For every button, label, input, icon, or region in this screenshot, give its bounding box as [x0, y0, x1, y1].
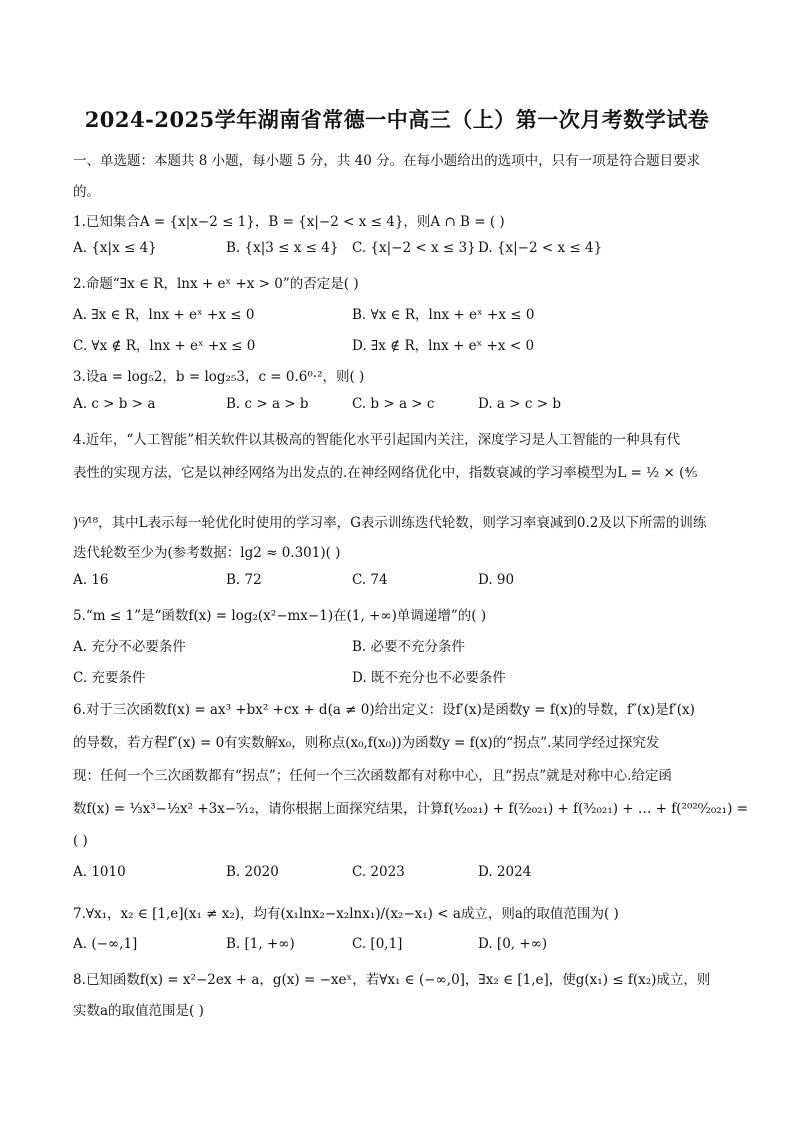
question-7-stem: 7.∀x₁，x₂ ∈ [1,e](x₁ ≠ x₂)，均有(x₁lnx₂−x₂lnx₁)/(x₂−x₁) < a成立，则a的取值范围为( )	[73, 906, 619, 922]
question-7-option-b: B. [1, +∞)	[226, 936, 295, 952]
question-2-option-c: C. ∀x ∉ R，lnx + eˣ +x ≤ 0	[73, 338, 256, 354]
question-8-stem: 8.已知函数f(x) = x²−2ex + a，g(x) = −xeˣ，若∀x₁ ∈ (−∞,0]，∃x₂ ∈ [1,e]，使g(x₁) ≤ f(x₂)成立，则	[73, 972, 711, 988]
question-4-option-c: C. 74	[352, 572, 388, 588]
question-4-option-a: A. 16	[73, 572, 109, 588]
question-1-option-c: C. {x|−2 < x ≤ 3}	[352, 240, 476, 256]
question-8-stem-cont: 实数a的取值范围是( )	[73, 1003, 204, 1019]
question-6-option-c: C. 2023	[352, 864, 405, 880]
question-2-stem: 2.命题“∃x ∈ R，lnx + eˣ +x > 0”的否定是( )	[73, 276, 359, 292]
question-5-option-b: B. 必要不充分条件	[352, 639, 466, 655]
question-3-stem: 3.设a = log₅2，b = log₂₅3，c = 0.6⁰·²，则( )	[73, 369, 365, 385]
question-7-option-c: C. [0,1]	[352, 936, 403, 952]
question-3-option-a: A. c > b > a	[73, 396, 156, 412]
question-6-stem-cont: ( )	[73, 833, 88, 849]
question-6-stem-cont: 的导数，若方程f″(x) = 0有实数解x₀，则称点(x₀,f(x₀))为函数y = f(x)的“拐点”.某同学经过探究发	[73, 735, 660, 751]
question-4-option-d: D. 90	[478, 572, 515, 588]
question-5-option-c: C. 充要条件	[73, 670, 146, 686]
question-4-stem-cont: )ᴳ⁄¹⁸，其中L表示每一轮优化时使用的学习率，G表示训练迭代轮数，则学习率衰减到0.2及以下所需的训练	[73, 515, 707, 531]
page-title: 2024-2025学年湖南省常德一中高三（上）第一次月考数学试卷	[84, 107, 710, 132]
question-3-option-c: C. b > a > c	[352, 396, 435, 412]
question-2-option-b: B. ∀x ∈ R，lnx + eˣ +x ≤ 0	[352, 307, 535, 323]
question-5-option-d: D. 既不充分也不必要条件	[352, 670, 506, 686]
question-5-stem: 5.“m ≤ 1”是“函数f(x) = log₂(x²−mx−1)在(1, +∞)单调递增”的( )	[73, 608, 487, 624]
question-1-option-a: A. {x|x ≤ 4}	[73, 240, 157, 256]
question-1-stem: 1.已知集合A = {x|x−2 ≤ 1}，B = {x|−2 < x ≤ 4}，则A ∩ B = ( )	[73, 214, 505, 230]
question-6-option-b: B. 2020	[226, 864, 279, 880]
section-instruction-cont: 的。	[73, 184, 100, 200]
question-4-stem: 4.近年，“人工智能”相关软件以其极高的智能化水平引起国内关注，深度学习是人工智能的一种具有代	[73, 432, 681, 448]
section-instruction: 一、单选题：本题共 8 小题，每小题 5 分，共 40 分。在每小题给出的选项中，只有一项是符合题目要求	[73, 153, 701, 169]
question-4-stem-cont: 表性的实现方法，它是以神经网络为出发点的.在神经网络优化中，指数衰减的学习率模型为L = ½ × (⁴⁄₅	[73, 465, 698, 481]
question-6-stem: 6.对于三次函数f(x) = ax³ +bx² +cx + d(a ≠ 0)给出定义：设f′(x)是函数y = f(x)的导数，f″(x)是f′(x)	[73, 702, 695, 718]
question-6-stem-cont: 数f(x) = ⅓x³−½x² +3x−⁵⁄₁₂，请你根据上面探究结果，计算f(¹⁄₂₀₂₁) + f(²⁄₂₀₂₁) + f(³⁄₂₀₂₁) + … + f(²⁰²⁰⁄₂₀₂₁) =	[73, 801, 748, 817]
question-3-option-b: B. c > a > b	[226, 396, 309, 412]
question-6-option-d: D. 2024	[478, 864, 532, 880]
question-7-option-a: A. (−∞,1]	[73, 936, 138, 952]
question-2-option-d: D. ∃x ∉ R，lnx + eˣ +x < 0	[352, 338, 535, 354]
question-1-option-b: B. {x|3 ≤ x ≤ 4}	[226, 240, 339, 256]
question-3-option-d: D. a > c > b	[478, 396, 561, 412]
question-1-option-d: D. {x|−2 < x ≤ 4}	[478, 240, 603, 256]
question-4-option-b: B. 72	[226, 572, 262, 588]
question-6-stem-cont: 现：任何一个三次函数都有“拐点”；任何一个三次函数都有对称中心，且“拐点”就是对称中心.给定函	[73, 768, 672, 784]
question-2-option-a: A. ∃x ∈ R，lnx + eˣ +x ≤ 0	[73, 307, 255, 323]
question-6-option-a: A. 1010	[73, 864, 126, 880]
question-7-option-d: D. [0, +∞)	[478, 936, 548, 952]
question-4-stem-cont: 迭代轮数至少为(参考数据：lg2 ≈ 0.301)( )	[73, 545, 341, 561]
question-5-option-a: A. 充分不必要条件	[73, 639, 186, 655]
